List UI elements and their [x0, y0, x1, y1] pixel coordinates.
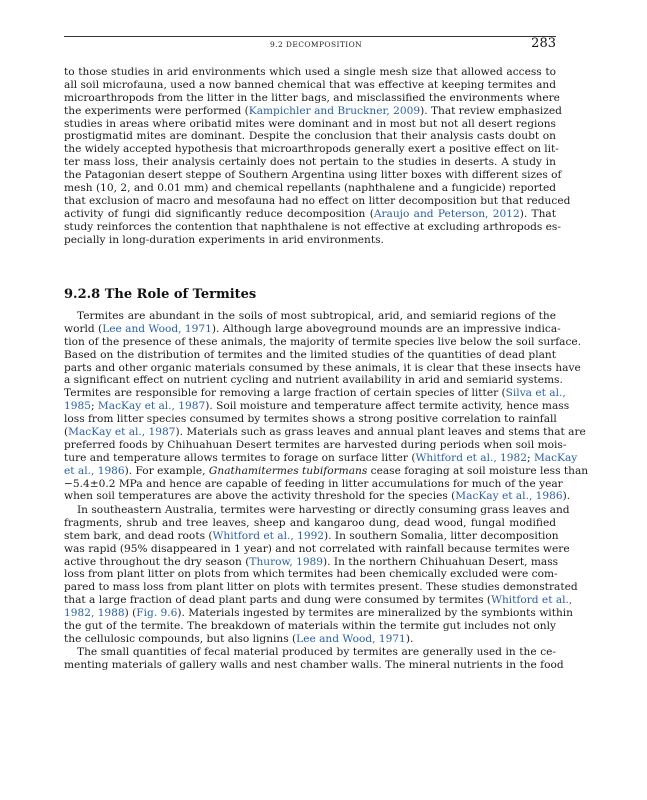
- citation-link[interactable]: Whitford et al., 1982: [415, 451, 528, 464]
- citation-link[interactable]: 1985: [64, 400, 91, 413]
- text-run: active throughout the dry season (: [64, 555, 250, 568]
- header-rule: [64, 36, 556, 37]
- text-line: [64, 607, 573, 620]
- text-run: ). Soil moisture and temperature affect termite activity, hence mass: [205, 400, 570, 413]
- text-line: [64, 633, 556, 646]
- text-line: fragments, shrub and tree leaves, sheep and kangaroo dung, dead wood, fungal modified: [64, 516, 556, 529]
- text-line: pecially in long-duration experiments in arid environments.: [64, 233, 384, 246]
- text-line: In southeastern Australia, termites were harvesting or directly consuming grass leaves and: [77, 504, 570, 516]
- text-run: the experiments were performed (: [64, 104, 249, 117]
- text-line: loss from litter species consumed by termites shows a strong positive correlation to rainfall: [64, 413, 557, 426]
- text-line: the gut of the termite. The breakdown of materials within the termite gut includes not only: [64, 620, 556, 633]
- text-line: [64, 529, 559, 543]
- citation-link[interactable]: Kampichler and Bruckner, 2009: [248, 104, 421, 117]
- text-run: world (: [64, 322, 103, 335]
- citation-link[interactable]: Whitford et al., 1992: [212, 529, 325, 542]
- citation-link[interactable]: MacKay et al., 1986: [455, 490, 563, 503]
- text-line: loss from plant litter on plots from which termites had been chemically excluded were com-: [64, 568, 558, 581]
- text-line: ter mass loss, their analysis certainly does not pertain to the studies in deserts. A study in: [64, 156, 556, 169]
- text-line: microarthropods from the litter in the litter bags, and misclassified the environments where: [64, 91, 560, 104]
- citation-link[interactable]: Araujo and Peterson, 2012: [373, 207, 520, 220]
- text-line: prostigmatid mites are dominant. Despite the conclusion that their analysis casts doubt on: [64, 130, 556, 143]
- citation-link[interactable]: Whitford et al.,: [491, 594, 573, 607]
- text-line: preferred foods by Chihuahuan Desert termites are harvested during periods when soil mois-: [64, 438, 567, 451]
- text-line: −5.4±0.2 MPa and hence are capable of feeding in litter accumulations for much of the year: [64, 477, 563, 490]
- running-head: 9.2 DECOMPOSITION: [270, 40, 363, 49]
- text-run: ). In the northern Chihuahuan Desert, mass: [323, 555, 559, 568]
- citation-link[interactable]: MacKay et al., 1987: [68, 426, 176, 439]
- text-line: a significant effect on nutrient cycling and nutrient availability in arid and semiarid systems.: [64, 374, 563, 387]
- page-number: 283: [531, 36, 556, 51]
- text-run: ). That: [519, 207, 556, 220]
- text-run: that a large fraction of dead plant parts and dung were consumed by termites (: [64, 594, 492, 607]
- section-number: 9.2.8: [64, 287, 101, 302]
- citation-link[interactable]: MacKay et al., 1987: [97, 400, 206, 413]
- text-line: [64, 555, 559, 569]
- text-line: mesh (10, 2, and 0.01 mm) and chemical repellants (naphthalene and a fungicide) reported: [64, 182, 556, 195]
- text-line: [64, 322, 561, 336]
- text-run: ;: [527, 451, 534, 464]
- text-run: ;: [90, 400, 98, 413]
- text-line: [64, 400, 570, 413]
- text-line: [64, 594, 573, 607]
- text-line: [64, 426, 586, 439]
- text-run: ture and temperature allows termites to forage on surface litter (: [64, 451, 416, 464]
- text-run: cease foraging at soil moisture less than: [367, 464, 589, 477]
- text-run: ) (: [124, 607, 137, 620]
- text-run: ). In southern Somalia, litter decomposition: [324, 529, 559, 542]
- text-line: studies in areas where oribatid mites were dominant and in most but not all desert regions: [64, 117, 556, 130]
- text-run: (: [64, 426, 69, 439]
- species-name: Gnathamitermes tubiformans: [208, 464, 368, 477]
- section-heading: [64, 287, 256, 302]
- paragraph-intro: [64, 66, 571, 246]
- text-run: ). Although large aboveground mounds are an impressive indica-: [211, 322, 561, 335]
- text-line: the Patagonian desert steppe of Southern Argentina using litter boxes with different sizes of: [64, 169, 562, 182]
- text-run: stem bark, and dead roots (: [64, 529, 213, 542]
- citation-link[interactable]: Thurow, 1989: [249, 555, 324, 568]
- text-run: ). That review emphasized: [420, 104, 562, 117]
- section-title: The Role of Termites: [104, 287, 257, 302]
- text-line: the widely accepted hypothesis that microarthropods generally exert a positive effect on lit-: [64, 143, 559, 156]
- text-run: ).: [405, 632, 414, 645]
- text-run: when soil temperatures are above the activity threshold for the species (: [64, 490, 456, 503]
- text-line: [64, 387, 566, 400]
- text-run: ). Materials ingested by termites are mineralized by the symbionts within: [177, 607, 573, 620]
- text-line: tion of the presence of these animals, the majority of termite species live below the soil surface.: [64, 335, 582, 348]
- text-line: [64, 451, 578, 465]
- paragraph-southeastern-australia: [64, 504, 578, 646]
- citation-link[interactable]: Lee and Wood, 1971: [296, 632, 406, 645]
- text-line: pared to mass loss from plant litter on plots with termites present. These studies demonstrated: [64, 581, 578, 594]
- paragraph-fecal-material: [64, 646, 564, 672]
- text-line: that exclusion of macro and mesofauna had no effect on litter decomposition but that reduced: [64, 194, 571, 207]
- text-line: menting materials of gallery walls and nest chamber walls. The mineral nutrients in the food: [64, 658, 564, 671]
- text-line: [64, 208, 556, 221]
- text-line: to those studies in arid environments which used a single mesh size that allowed access to: [64, 66, 556, 78]
- text-line: [64, 104, 562, 118]
- text-line: was rapid (95% disappeared in 1 year) and not correlated with rainfall because termites were: [64, 542, 570, 555]
- text-line: study reinforces the contention that naphthalene is not effective at excluding arthropods es-: [64, 220, 561, 233]
- citation-link[interactable]: et al., 1986: [64, 464, 125, 477]
- citation-link[interactable]: Fig. 9.6: [136, 607, 178, 620]
- citation-link[interactable]: Lee and Wood, 1971: [102, 322, 212, 335]
- text-line: Based on the distribution of termites and the limited studies of the quantities of dead plant: [64, 348, 556, 361]
- text-run: ). For example,: [124, 464, 209, 477]
- citation-link[interactable]: 1982, 1988: [64, 607, 125, 620]
- text-run: the cellulosic compounds, but also lignins (: [64, 632, 297, 645]
- text-line: [64, 490, 571, 503]
- text-run: ). Materials such as grass leaves and annual plant leaves and stems that are: [175, 426, 586, 439]
- text-line: The small quantities of fecal material produced by termites are generally used in the ce-: [77, 646, 556, 658]
- citation-link[interactable]: Silva et al.,: [505, 387, 566, 400]
- text-run: ).: [562, 490, 571, 503]
- text-run: Termites are responsible for removing a large fraction of certain species of litter (: [64, 387, 506, 400]
- text-line: Termites are abundant in the soils of most subtropical, arid, and semiarid regions of the: [77, 310, 556, 322]
- paragraph-termites-abundance: [64, 310, 589, 503]
- text-line: all soil microfauna, used a now banned chemical that was effective at keeping termites and: [64, 78, 556, 91]
- text-line: parts and other organic materials consumed by these animals, it is clear that these insects have: [64, 361, 581, 374]
- text-run: activity of fungi did significantly reduce decomposition (: [64, 207, 374, 220]
- text-line: [64, 464, 589, 478]
- citation-link[interactable]: MacKay: [533, 451, 578, 464]
